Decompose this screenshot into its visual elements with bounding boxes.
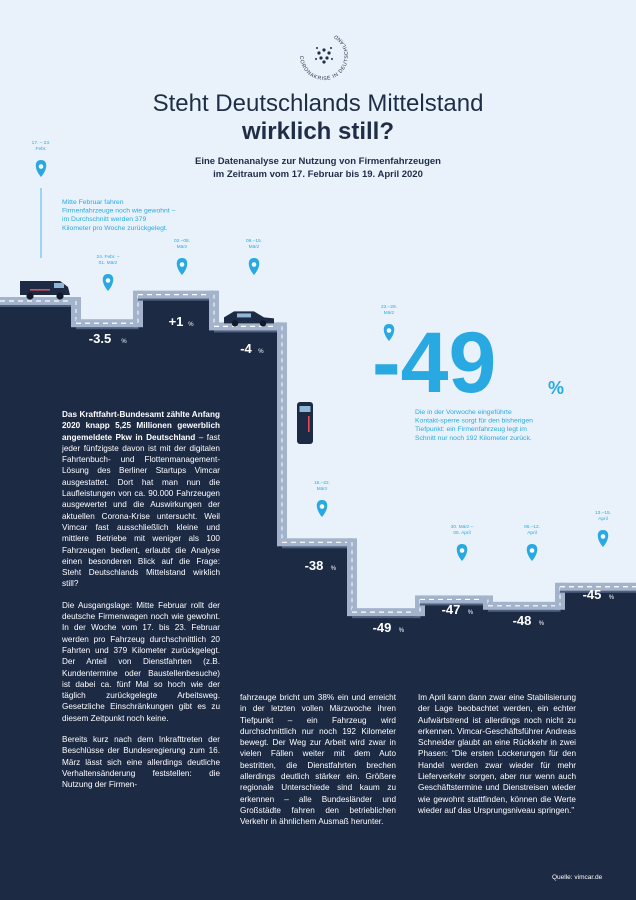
road-edge	[488, 610, 561, 612]
body-paragraph-2: Die Ausgangslage: Mitte Februar rollt der deutsche Firmenwagen noch wie gewohnt. In der Woche vom 17. bis 23. Februar werden pro Fahrzeug durchschnittlich 20 Fahrten und 379 Kilometer zurückgelegt. Der Anteil von Dienstfahrten (z.B. Kundentermine oder Baustellenbesuche) ist dabei ca. fünf Mal so hoch wie der täglich zurückgelegte Arbeitsweg. Gesetzliche Einschränkungen gibt es zu diesem Zeitpunkt noch keine.	[62, 600, 220, 723]
road-edge	[0, 305, 77, 307]
van-top-stripe	[308, 416, 310, 432]
road-edge	[138, 299, 215, 301]
date-label	[174, 238, 190, 250]
van-stripe	[30, 289, 50, 291]
date-label-line: 24. Febr. –	[96, 255, 120, 260]
date-label-line: März	[383, 310, 395, 316]
date-label	[32, 140, 51, 152]
value-label: -38	[304, 558, 324, 573]
value-label: -3.5	[88, 331, 112, 346]
pin-dot	[252, 262, 257, 267]
baseline-note-line-text: Firmenfahrzeuge noch wie gewohnt –	[62, 207, 176, 215]
pin-dot	[601, 534, 606, 539]
value-label: -49	[372, 620, 392, 635]
baseline-note	[62, 199, 176, 232]
lowpoint-note	[415, 409, 533, 442]
van-window	[54, 283, 64, 288]
body-column-1	[62, 409, 220, 791]
body-column-2	[240, 692, 396, 828]
pin-dot	[530, 548, 535, 553]
van-wheel	[26, 292, 33, 299]
body-paragraph-3: Bereits kurz nach dem Inkrafttreten der Beschlüsse der Bundesregierung zum 16. März lässt sich eine allerdings deutliche Verhaltensänderung feststellen: die Nutzung der Firmen-	[62, 735, 220, 790]
lowpoint-note-line-text: Schnitt nur noch 192 Kilometer zurück.	[415, 434, 532, 442]
lowpoint-note-line-text: Kontakt-sperre sorgt für den bisherigen	[415, 417, 533, 425]
pin-dot	[460, 548, 465, 553]
pin-dot	[39, 164, 44, 169]
date-label	[246, 238, 262, 250]
value-unit: %	[608, 595, 615, 601]
lowpoint-big-unit: %	[548, 378, 565, 398]
date-label-line: 02.–08.	[173, 239, 191, 244]
date-label-line: 17. – 23.	[31, 141, 51, 146]
source-note: Quelle: vimcar.de	[552, 874, 603, 881]
date-label	[451, 524, 474, 536]
body-paragraph-4: fahrzeuge bricht um 38% ein und erreicht in der letzten vollen Märzwoche ihren Tiefpunkt – ein Fahrzeug wird durchschnittlich nur noch 192 Kilometer bewegt. Der Weg zur Arbeit wird zwar in vielen Fällen weiter mit dem Auto bestritten, die Dienstfahrten brechen allerdings deutlich stärker ein. Größere regionale Unterschiede sind kaum zu erkennen – alle Bundesländer und Großstädte fahren den betrieblichen Verkehr in ähnlichem Ausmaß herunter.	[240, 693, 396, 827]
date-label	[97, 254, 120, 266]
van-top-window	[300, 406, 311, 412]
lowpoint-big-number: -49	[372, 315, 497, 411]
road-edge	[352, 616, 421, 618]
value-unit: %	[258, 349, 264, 355]
pin-dot	[320, 504, 325, 509]
pin-dot	[180, 262, 185, 267]
subtitle: Eine Datenanalyse zur Nutzung von Firmenfahrzeugen im Zeitraum vom 17. Februar bis 19. April 2020	[195, 156, 441, 180]
value-label: -4	[240, 341, 252, 356]
intro-rest: – fast jeder fünfzigste davon ist mit der digitalen Fahrtenbuch- und Flottenmanagement-Lösung des Berliner Startups Vimcar ausgestattet. Dort hat man nun die Laufleistungen von ca. 90.000 Fahrzeugen ausgewertet und die Auswirkungen der aktuellen Corona-Krise untersucht. Weil Vimcar fast ausschließlich kleine und mittlere Betriebe mit weniger als 100 Fahrzeugen bedient, erlaubt die Analyse einen besonderen Blick auf die Frage: Steht Deutschlands Mittelstand wirklich still?	[62, 432, 220, 589]
title-line-2: wirklich still?	[241, 118, 395, 145]
van-descending-icon	[297, 402, 313, 444]
date-label-line: Febr.	[35, 146, 47, 152]
seal-text: CORONAKRISE IN DEUTSCHLAND	[297, 32, 351, 83]
title-line-1: Steht Deutschlands Mittelstand	[152, 90, 484, 117]
date-label-line: April	[527, 530, 537, 536]
date-label-line: 23.–29.	[380, 305, 398, 310]
value-unit: %	[330, 566, 337, 572]
road-edge	[76, 327, 139, 329]
date-label-line: 06.–12.	[523, 525, 541, 530]
value-label: -47	[441, 602, 461, 617]
value-unit: %	[121, 339, 127, 345]
date-label-line: 09.–15.	[245, 239, 263, 244]
date-label-line: 30. März –	[450, 525, 474, 530]
date-label-line: März	[316, 486, 328, 492]
date-label-line: 13.–15.	[594, 511, 612, 516]
value-unit: %	[467, 610, 474, 616]
car-wheel	[260, 320, 266, 326]
baseline-note-line-text: im Durchschnitt werden 379	[62, 216, 147, 224]
car-wheel	[232, 320, 238, 326]
value-unit: %	[188, 322, 194, 328]
value-unit: %	[398, 628, 405, 634]
van-icon	[20, 281, 70, 300]
date-label	[595, 510, 611, 522]
date-label-line: 16.–22.	[313, 481, 331, 486]
date-label-line: 01. März	[98, 260, 118, 266]
lowpoint-note-line-text: Die in der Vorwoche eingeführte	[415, 409, 512, 416]
pin-dot	[106, 278, 111, 283]
value-label: -48	[512, 613, 532, 628]
car-window	[237, 313, 251, 317]
body-paragraph-5: Im April kann dann zwar eine Stabilisierung der Lage beobachtet werden, ein echter Aufwärtstrend ist allerdings noch nicht zu erkennen. Vimcar-Geschäftsführer Andreas Schneider glaubt an eine Rückkehr in zwei Phasen: “Die ersten Lockerungen für den Handel werden zwar wieder für mehr Lieferverkehr sorgen, aber nur wenn auch Geschäftstermine und Dienstreisen wieder wie gewohnt stattfinden, können die Werte wieder auf das Ursprungsniveau springen.”	[418, 693, 576, 815]
road-edge	[282, 546, 353, 548]
date-label	[314, 480, 330, 492]
road-edge	[214, 330, 283, 332]
date-label-line: März	[248, 244, 260, 250]
value-label: +1	[168, 314, 184, 329]
date-label-line: April	[598, 516, 608, 522]
body-column-3	[418, 692, 576, 816]
intro-bold: Das Kraftfahrt-Bundesamt zählte Anfang 2020 knapp 5,25 Millionen gewerblich angemeldete Pkw in Deutschland	[62, 410, 220, 442]
date-label	[524, 524, 540, 536]
van-wheel	[56, 292, 63, 299]
baseline-note-line-text: Kilometer pro Woche zurückgelegt.	[62, 224, 168, 232]
date-label-line: März	[176, 244, 188, 250]
value-unit: %	[538, 621, 545, 627]
lowpoint-note-line-text: Tiefpunkt: ein Firmenfahrzeug legt im	[415, 426, 527, 434]
baseline-note-line-text: Mitte Februar fahren	[62, 199, 124, 206]
date-label-line: 05. April	[453, 530, 471, 536]
value-label: -45	[582, 587, 602, 602]
